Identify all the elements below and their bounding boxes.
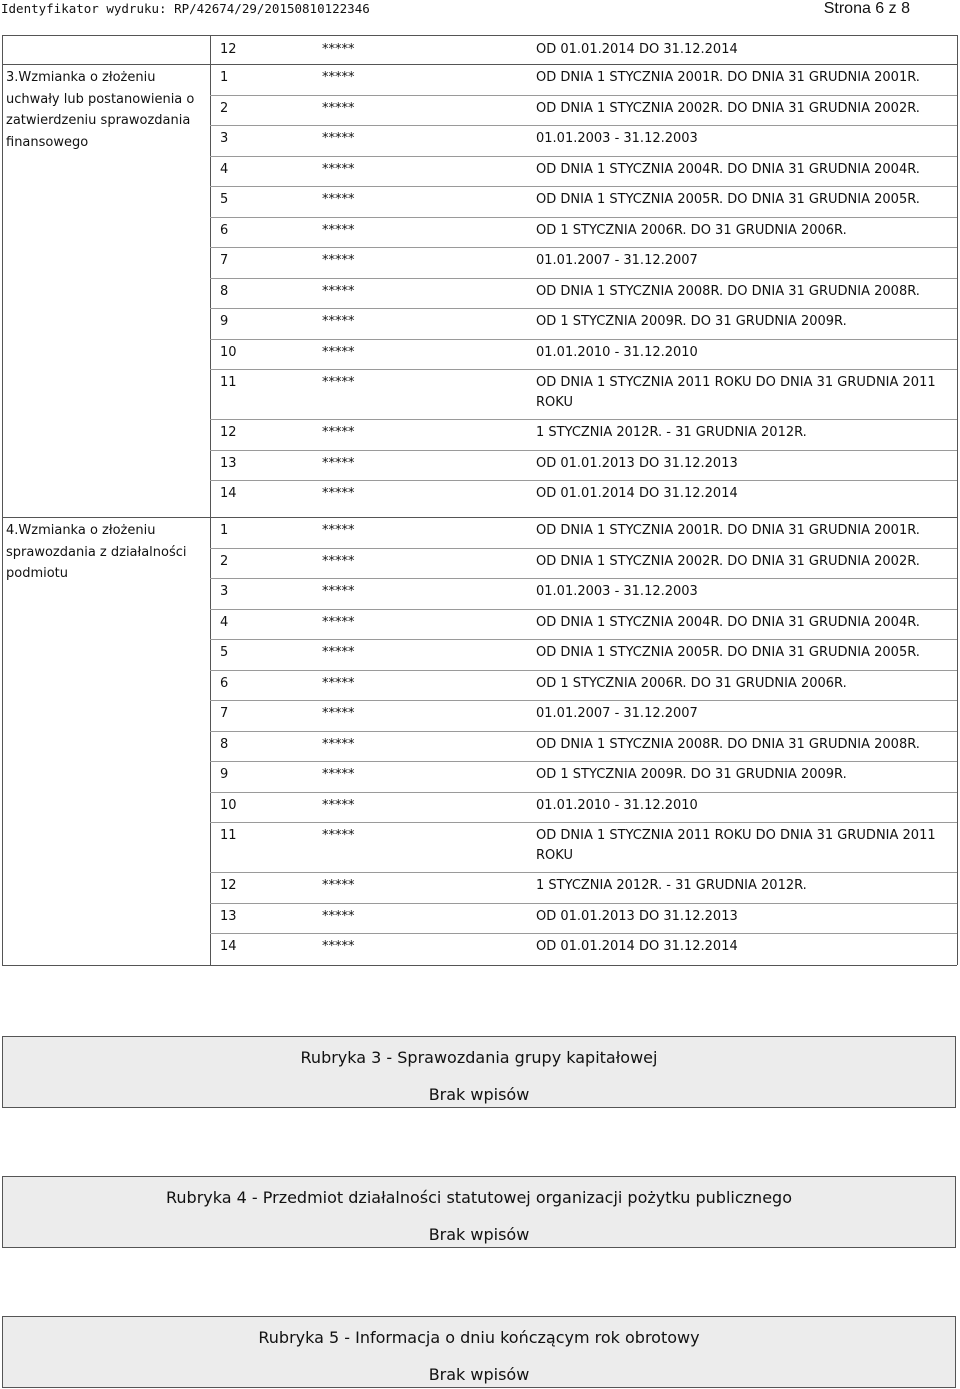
row-period: OD 01.01.2014 DO 31.12.2014 — [536, 939, 738, 954]
row-number: 6 — [220, 222, 229, 238]
row-masked-value: ***** — [322, 675, 355, 691]
row-number: 1 — [220, 70, 229, 85]
row-divider — [210, 872, 957, 873]
print-identifier: Identyfikator wydruku: RP/42674/29/20150810122346 — [1, 1, 370, 16]
rubryka-title: Rubryka 3 - Sprawozdania grupy kapitałowej — [300, 1048, 658, 1067]
row-period: OD DNIA 1 STYCZNIA 2004R. DO DNIA 31 GRUDNIA 2004R. — [536, 161, 920, 177]
row-masked-value: ***** — [322, 253, 355, 268]
row-number: 2 — [220, 553, 229, 569]
row-masked-value: ***** — [322, 100, 355, 116]
row-divider — [210, 278, 957, 279]
row-period: OD DNIA 1 STYCZNIA 2008R. DO DNIA 31 GRUDNIA 2008R. — [536, 283, 920, 299]
row-period: OD 01.01.2013 DO 31.12.2013 — [536, 908, 738, 924]
row-masked-value: ***** — [322, 828, 355, 843]
row-divider — [210, 903, 957, 904]
row-period: OD DNIA 1 STYCZNIA 2001R. DO DNIA 31 GRUDNIA 2001R. — [536, 70, 920, 85]
row-number: 9 — [220, 767, 229, 782]
row-masked-value: ***** — [322, 939, 355, 954]
row-number: 12 — [220, 425, 237, 440]
row-divider — [210, 156, 957, 157]
row-masked-value: ***** — [322, 878, 355, 893]
row-period: 01.01.2010 - 31.12.2010 — [536, 797, 698, 813]
row-masked-value: ***** — [322, 486, 355, 501]
section-divider — [2, 64, 957, 65]
row-masked-value: ***** — [322, 614, 355, 630]
rubryka-title: Rubryka 4 - Przedmiot działalności statutowej organizacji pożytku publicznego — [166, 1188, 792, 1207]
row-divider — [210, 548, 957, 549]
row-divider — [210, 792, 957, 793]
row-period: OD 1 STYCZNIA 2009R. DO 31 GRUDNIA 2009R. — [536, 314, 847, 329]
row-number: 10 — [220, 344, 237, 360]
section-divider — [2, 517, 957, 518]
row-number: 13 — [220, 908, 237, 924]
row-number: 12 — [220, 878, 237, 893]
row-divider — [210, 609, 957, 610]
row-divider — [210, 639, 957, 640]
rubryka-status: Brak wpisów — [428, 1365, 530, 1384]
row-number: 8 — [220, 736, 229, 752]
row-period: OD 1 STYCZNIA 2009R. DO 31 GRUDNIA 2009R. — [536, 767, 847, 782]
row-divider — [210, 186, 957, 187]
row-number: 3 — [220, 584, 229, 599]
row-period: 01.01.2010 - 31.12.2010 — [536, 344, 698, 360]
row-period: 1 STYCZNIA 2012R. - 31 GRUDNIA 2012R. — [536, 425, 807, 440]
row-divider — [210, 247, 957, 248]
page-number: Strona 6 z 8 — [823, 0, 910, 17]
row-period: OD 01.01.2014 DO 31.12.2014 — [536, 486, 738, 501]
row-masked-value: ***** — [322, 797, 355, 813]
table-column-divider — [210, 35, 211, 965]
section-4-label: 4.Wzmianka o złożeniu sprawozdania z działalności podmiotu — [6, 523, 187, 581]
row-masked-value: ***** — [322, 344, 355, 360]
row-number: 14 — [220, 939, 237, 954]
row-period: OD DNIA 1 STYCZNIA 2005R. DO DNIA 31 GRUDNIA 2005R. — [536, 192, 920, 207]
rubryka-status: Brak wpisów — [428, 1085, 530, 1104]
row-divider — [210, 822, 957, 823]
row-number: 4 — [220, 161, 229, 177]
row-masked-value: ***** — [322, 42, 355, 57]
row-masked-value: ***** — [322, 908, 355, 924]
table-bottom-border — [2, 965, 957, 966]
row-period: 01.01.2007 - 31.12.2007 — [536, 706, 698, 721]
rubryka-status: Brak wpisów — [428, 1225, 530, 1244]
row-masked-value: ***** — [322, 425, 355, 440]
row-period: OD DNIA 1 STYCZNIA 2001R. DO DNIA 31 GRUDNIA 2001R. — [536, 523, 920, 538]
row-number: 13 — [220, 455, 237, 471]
row-divider — [210, 339, 957, 340]
row-divider — [210, 761, 957, 762]
row-number: 7 — [220, 253, 229, 268]
row-masked-value: ***** — [322, 553, 355, 569]
row-number: 14 — [220, 486, 237, 501]
row-number: 10 — [220, 797, 237, 813]
row-divider — [210, 700, 957, 701]
row-divider — [210, 369, 957, 370]
row-period: OD 01.01.2014 DO 31.12.2014 — [536, 42, 738, 57]
row-period: OD DNIA 1 STYCZNIA 2002R. DO DNIA 31 GRUDNIA 2002R. — [536, 100, 920, 116]
row-number: 2 — [220, 100, 229, 116]
row-masked-value: ***** — [322, 767, 355, 782]
row-period: OD DNIA 1 STYCZNIA 2004R. DO DNIA 31 GRUDNIA 2004R. — [536, 614, 920, 630]
rubryka-box — [2, 1036, 956, 1108]
row-period: 01.01.2003 - 31.12.2003 — [536, 131, 698, 146]
row-period: 1 STYCZNIA 2012R. - 31 GRUDNIA 2012R. — [536, 878, 807, 893]
row-number: 5 — [220, 192, 229, 207]
row-divider — [210, 308, 957, 309]
row-divider — [210, 933, 957, 934]
row-masked-value: ***** — [322, 706, 355, 721]
row-masked-value: ***** — [322, 222, 355, 238]
row-number: 4 — [220, 614, 229, 630]
table-border-right — [957, 35, 958, 965]
row-number: 7 — [220, 706, 229, 721]
row-masked-value: ***** — [322, 455, 355, 471]
row-divider — [210, 670, 957, 671]
row-masked-value: ***** — [322, 192, 355, 207]
row-period: OD DNIA 1 STYCZNIA 2011 ROKU DO DNIA 31 GRUDNIA 2011 ROKU — [536, 375, 936, 410]
row-number: 12 — [220, 42, 237, 57]
row-period: OD 1 STYCZNIA 2006R. DO 31 GRUDNIA 2006R. — [536, 675, 847, 691]
row-period: OD 01.01.2013 DO 31.12.2013 — [536, 455, 738, 471]
table-top-border — [2, 35, 957, 36]
row-period: OD DNIA 1 STYCZNIA 2005R. DO DNIA 31 GRUDNIA 2005R. — [536, 645, 920, 660]
row-masked-value: ***** — [322, 70, 355, 85]
row-divider — [210, 125, 957, 126]
row-period: 01.01.2007 - 31.12.2007 — [536, 253, 698, 268]
section-3-label: 3.Wzmianka o złożeniu uchwały lub postanowienia o zatwierdzeniu sprawozdania finansowego — [6, 70, 195, 150]
row-period: 01.01.2003 - 31.12.2003 — [536, 584, 698, 599]
rubryka-title: Rubryka 5 - Informacja o dniu kończącym rok obrotowy — [258, 1328, 700, 1347]
row-divider — [210, 217, 957, 218]
table-border-left — [2, 35, 3, 965]
row-number: 11 — [220, 828, 237, 843]
row-number: 5 — [220, 645, 229, 660]
row-masked-value: ***** — [322, 584, 355, 599]
row-period: OD DNIA 1 STYCZNIA 2002R. DO DNIA 31 GRUDNIA 2002R. — [536, 553, 920, 569]
row-divider — [210, 731, 957, 732]
row-period: OD 1 STYCZNIA 2006R. DO 31 GRUDNIA 2006R. — [536, 222, 847, 238]
row-masked-value: ***** — [322, 523, 355, 538]
row-divider — [210, 480, 957, 481]
row-period: OD DNIA 1 STYCZNIA 2011 ROKU DO DNIA 31 GRUDNIA 2011 ROKU — [536, 828, 936, 863]
row-number: 9 — [220, 314, 229, 329]
row-masked-value: ***** — [322, 314, 355, 329]
row-masked-value: ***** — [322, 736, 355, 752]
row-divider — [210, 578, 957, 579]
print-header — [0, 0, 960, 24]
row-masked-value: ***** — [322, 375, 355, 390]
rubryka-box — [2, 1176, 956, 1248]
row-divider — [210, 95, 957, 96]
row-number: 1 — [220, 523, 229, 538]
row-masked-value: ***** — [322, 131, 355, 146]
row-number: 8 — [220, 283, 229, 299]
row-divider — [210, 419, 957, 420]
row-number: 6 — [220, 675, 229, 691]
row-masked-value: ***** — [322, 161, 355, 177]
row-masked-value: ***** — [322, 645, 355, 660]
row-masked-value: ***** — [322, 283, 355, 299]
rubryka-box — [2, 1316, 956, 1388]
row-number: 11 — [220, 375, 237, 390]
row-period: OD DNIA 1 STYCZNIA 2008R. DO DNIA 31 GRUDNIA 2008R. — [536, 736, 920, 752]
row-number: 3 — [220, 131, 229, 146]
row-divider — [210, 450, 957, 451]
